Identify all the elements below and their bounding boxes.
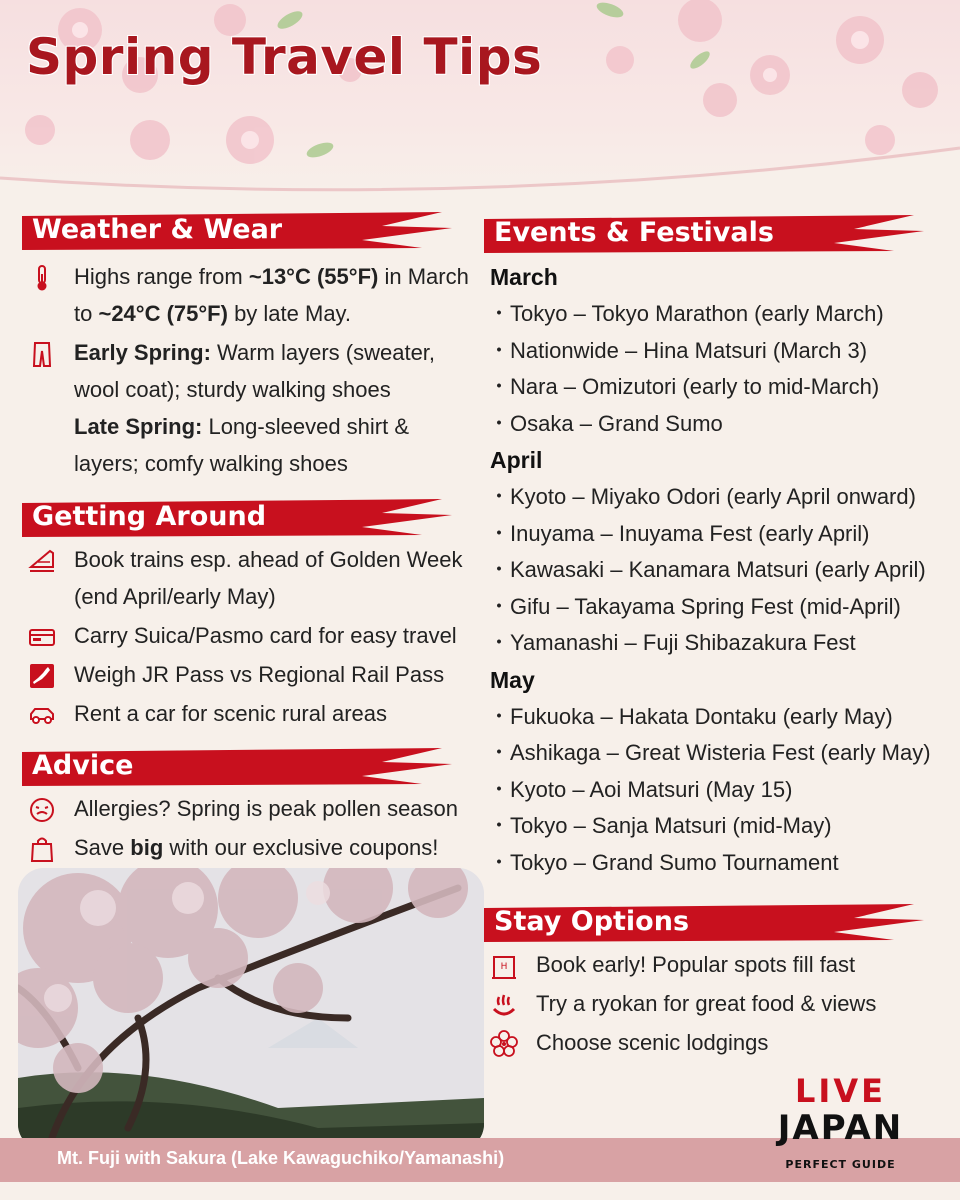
events-banner [484,213,954,255]
event-item: ・Fukuoka – Hakata Dontaku (early May) [488,703,893,729]
getting-around-item: Rent a car for scenic rural areas [22,695,472,732]
weather-banner [22,210,472,252]
thermometer-icon [28,264,56,292]
event-month-heading: March [490,264,558,290]
photo-caption: Mt. Fuji with Sakura (Lake Kawaguchiko/Yamanashi) [57,1148,505,1168]
stay-section [484,902,944,1061]
coupon-tip: Save big with our exclusive coupons! [22,829,472,866]
event-item: ・Ashikaga – Great Wisteria Fest (early May) [488,740,931,765]
stay-item: H Book early! Popular spots fill fast [484,946,944,983]
stay-heading: Stay Options [494,906,690,937]
page-title: Spring Travel Tips [26,28,543,86]
mt-fuji-sakura-photo [18,868,484,1150]
events-heading: Events & Festivals [494,217,774,248]
live-japan-logo [768,1072,913,1176]
weather-section [22,210,472,482]
event-item: ・Osaka – Grand Sumo [488,410,723,436]
advice-heading: Advice [32,750,134,781]
onsen-icon [490,991,518,1019]
event-item: ・Kyoto – Miyako Odori (early April onward) [488,484,916,509]
getting-around-heading: Getting Around [32,501,267,532]
getting-around-item: Weigh JR Pass vs Regional Rail Pass [22,656,472,693]
events-section [484,213,954,881]
logo-japan-text: JAPAN [777,1108,904,1148]
advice-section [22,746,472,866]
event-item: ・Gifu – Takayama Spring Fest (mid-April) [488,593,901,619]
pants-icon [28,340,56,368]
event-item: ・Yamanashi – Fuji Shibazakura Fest [488,630,856,655]
stay-item: Choose scenic lodgings [484,1024,944,1061]
japan-map-icon [28,662,56,690]
clothing-tip: Early Spring: Warm layers (sweater, wool coat); sturdy walking shoes Late Spring: Long-sleeved shirt & layers; comfy walking shoes [22,334,472,482]
temperature-tip: Highs range from ~13°C (55°F) in March to ~24°C (75°F) by late May. [22,258,472,332]
sakura-icon [490,1030,518,1058]
event-month-heading: April [490,447,543,473]
event-item: ・Kawasaki – Kanamara Matsuri (early April) [488,557,926,582]
svg-text:H: H [500,962,508,972]
getting-around-item: Book trains esp. ahead of Golden Week (end April/early May) [22,541,472,615]
weather-heading: Weather & Wear [32,214,283,245]
event-item: ・Nationwide – Hina Matsuri (March 3) [488,337,868,363]
event-item: ・Tokyo – Grand Sumo Tournament [488,849,839,875]
car-icon [28,701,56,729]
sneeze-face-icon [28,796,56,824]
allergy-tip: Allergies? Spring is peak pollen season [22,790,472,827]
ic-card-icon [28,623,56,651]
train-icon [28,547,56,575]
hotel-icon [490,952,518,980]
getting-around-banner [22,497,472,539]
logo-tagline: PERFECT GUIDE [785,1158,896,1171]
event-item: ・Nara – Omizutori (early to mid-March) [488,374,880,399]
event-month-heading: May [490,666,535,693]
stay-banner [484,902,944,944]
getting-around-section [22,497,472,732]
logo-live-text: LIVE [795,1072,886,1110]
event-item: ・Tokyo – Tokyo Marathon (early March) [488,301,884,326]
event-item: ・Kyoto – Aoi Matsuri (May 15) [488,776,793,802]
advice-banner [22,746,472,788]
event-item: ・Tokyo – Sanja Matsuri (mid-May) [488,813,832,838]
getting-around-item: Carry Suica/Pasmo card for easy travel [22,617,472,654]
stay-item: Try a ryokan for great food & views [484,985,944,1022]
event-item: ・Inuyama – Inuyama Fest (early April) [488,520,870,546]
shopping-bag-icon [28,835,56,863]
